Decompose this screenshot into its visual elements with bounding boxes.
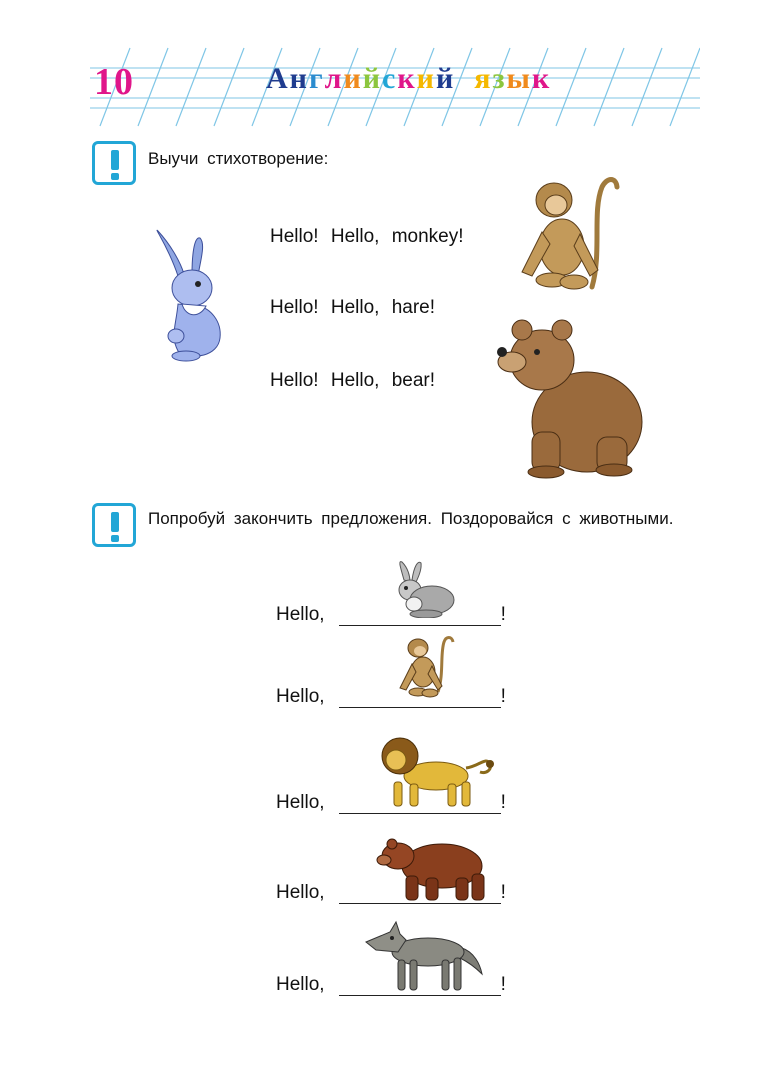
bear-icon — [492, 312, 652, 482]
subject-title-letter: з — [492, 62, 507, 95]
exclamation-icon — [92, 503, 136, 547]
poem-line: Hello! Hello, bear! — [270, 370, 436, 391]
subject-title-letter: к — [397, 62, 417, 95]
greeting-text: Hello, — [276, 686, 325, 707]
monkey-icon — [512, 172, 622, 297]
page-header — [90, 40, 700, 130]
poem-line: Hello! Hello, hare! — [270, 297, 436, 318]
subject-title-letter: й — [362, 62, 383, 95]
end-mark: ! — [500, 882, 506, 903]
subject-title-letter: ы — [506, 62, 532, 95]
greeting-text: Hello, — [276, 604, 325, 625]
end-mark: ! — [500, 604, 506, 625]
subject-title-letter: н — [289, 62, 309, 95]
monkey-icon — [396, 634, 456, 700]
bear-icon — [376, 830, 496, 904]
poem-line: Hello! Hello, monkey! — [270, 226, 464, 247]
page-number: 10 — [94, 61, 134, 103]
subject-title — [266, 62, 551, 96]
end-mark: ! — [500, 686, 506, 707]
greeting-text: Hello, — [276, 792, 325, 813]
exclamation-icon — [92, 141, 136, 185]
end-mark: ! — [500, 792, 506, 813]
hare-icon — [148, 226, 228, 366]
subject-title-letter: с — [382, 62, 398, 95]
task2-instruction-text: Попробуй закончить предложения. Поздоровайся с животными. — [148, 509, 674, 528]
subject-title-letter: й — [435, 62, 456, 95]
task1-instruction: Выучи стихотворение: — [148, 149, 329, 168]
subject-title-letter: к — [531, 62, 552, 95]
subject-title-letter: и — [343, 62, 363, 95]
subject-title-letter: А — [266, 62, 290, 95]
end-mark: ! — [500, 974, 506, 995]
subject-title-letter: я — [474, 62, 493, 95]
subject-title-letter — [455, 62, 474, 96]
exercise-row — [276, 686, 506, 708]
rabbit-icon — [386, 560, 458, 618]
subject-title-letter: г — [308, 62, 325, 95]
wolf-icon — [362, 918, 488, 996]
greeting-text: Hello, — [276, 882, 325, 903]
subject-title-letter: и — [416, 62, 436, 95]
greeting-text: Hello, — [276, 974, 325, 995]
lion-icon — [376, 730, 504, 810]
subject-title-letter: л — [324, 62, 344, 95]
task2-instruction — [148, 508, 701, 530]
